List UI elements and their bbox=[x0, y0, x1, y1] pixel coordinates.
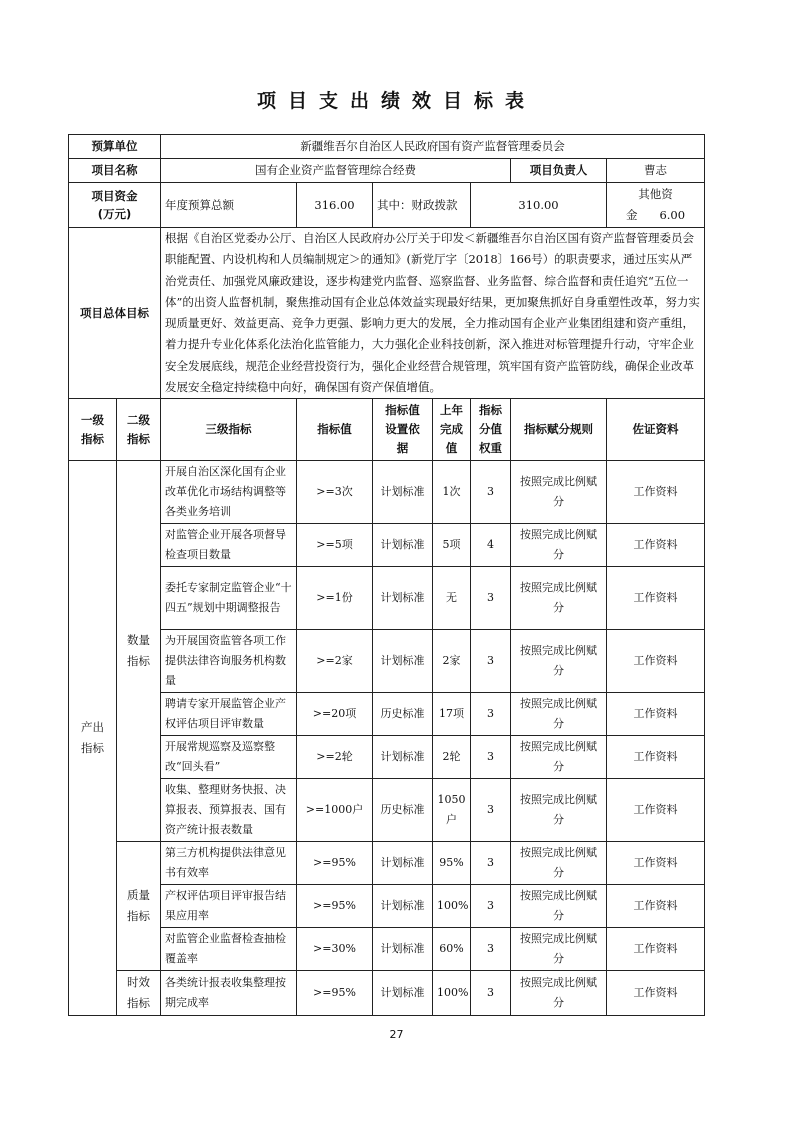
indicator-value: >=2轮 bbox=[297, 736, 373, 779]
indicator-evidence: 工作资料 bbox=[607, 971, 705, 1016]
project-funds-label: 项目资金 (万元) bbox=[69, 183, 161, 228]
header-weight: 指标 分值 权重 bbox=[471, 399, 511, 461]
budget-unit-label: 预算单位 bbox=[69, 135, 161, 159]
indicator-last-year: 2轮 bbox=[433, 736, 471, 779]
header-level3: 三级指标 bbox=[161, 399, 297, 461]
indicator-basis: 计划标准 bbox=[373, 885, 433, 928]
page-title: 项目支出绩效目标表 bbox=[256, 90, 536, 112]
overall-goal-text: 根据《自治区党委办公厅、自治区人民政府办公厅关于印发＜新疆维吾尔自治区国有资产监督管理委员会职能配置、内设机构和人员编制规定＞的通知》(新党厅字〔2018〕166号）的职责要求，通过压实从严治党责任、加强党风廉政建设，逐步构建党内监督、巡察监督、业务监督、综合监督和责任追究“五位一体”的出资人监督机制，聚焦推动国有企业总体效益实现最好结果，更加聚焦抓好自身重塑性改革，努力实现质量更好、效益更高、竞争力更强、影响力更大的发展，全力推动国有企业产业集团组建和资产重组，着力提升专业化体系化法治化监管能力，大力强化企业科技创新，深入推进对标管理提升行动，守牢企业安全发展底线，规范企业经营投资行为，强化企业经营合规管理，筑牢国有资产监管防线，确保企业改革发展安全稳定持续稳中向好，确保国有资产保值增值。 bbox=[161, 228, 705, 399]
indicator-last-year: 95% bbox=[433, 842, 471, 885]
performance-target-table bbox=[68, 134, 705, 1016]
indicator-basis: 计划标准 bbox=[373, 928, 433, 971]
project-owner-value: 曹志 bbox=[607, 159, 705, 183]
table-row bbox=[69, 736, 705, 779]
indicator-rule: 按照完成比例赋分 bbox=[511, 567, 607, 630]
project-owner-label: 项目负责人 bbox=[511, 159, 607, 183]
indicator-last-year: 17项 bbox=[433, 693, 471, 736]
header-last-year: 上年 完成 值 bbox=[433, 399, 471, 461]
indicator-evidence: 工作资料 bbox=[607, 461, 705, 524]
indicator-last-year: 1次 bbox=[433, 461, 471, 524]
indicator-weight: 3 bbox=[471, 693, 511, 736]
indicator-last-year: 60% bbox=[433, 928, 471, 971]
indicator-weight: 3 bbox=[471, 971, 511, 1016]
page-number: 27 bbox=[389, 1028, 404, 1041]
other-funds-value: 6.00 bbox=[659, 208, 686, 222]
table-row bbox=[69, 630, 705, 693]
indicator-basis: 计划标准 bbox=[373, 736, 433, 779]
indicator-evidence: 工作资料 bbox=[607, 524, 705, 567]
group-quality: 质量 指标 bbox=[117, 842, 161, 971]
indicator-weight: 3 bbox=[471, 842, 511, 885]
indicator-basis: 计划标准 bbox=[373, 971, 433, 1016]
indicator-basis: 计划标准 bbox=[373, 524, 433, 567]
indicator-last-year: 100% bbox=[433, 885, 471, 928]
indicator-value: >=3次 bbox=[297, 461, 373, 524]
indicator-evidence: 工作资料 bbox=[607, 779, 705, 842]
header-basis: 指标值 设置依 据 bbox=[373, 399, 433, 461]
fiscal-value: 310.00 bbox=[471, 183, 607, 228]
budget-unit-value: 新疆维吾尔自治区人民政府国有资产监督管理委员会 bbox=[161, 135, 705, 159]
indicator-value: >=20项 bbox=[297, 693, 373, 736]
table-row bbox=[69, 524, 705, 567]
indicator-evidence: 工作资料 bbox=[607, 842, 705, 885]
overall-goal-label: 项目总体目标 bbox=[69, 228, 161, 399]
indicator-last-year: 无 bbox=[433, 567, 471, 630]
header-rule: 指标赋分规则 bbox=[511, 399, 607, 461]
other-funds-label: 其他资金 bbox=[626, 187, 673, 222]
annual-total-label: 年度预算总额 bbox=[161, 183, 297, 228]
indicator-name: 对监管企业开展各项督导检查项目数量 bbox=[161, 524, 297, 567]
indicator-value: >=5项 bbox=[297, 524, 373, 567]
table-row bbox=[69, 971, 705, 1016]
indicator-basis: 历史标准 bbox=[373, 779, 433, 842]
table-row bbox=[69, 567, 705, 630]
indicator-evidence: 工作资料 bbox=[607, 885, 705, 928]
group-timeliness: 时效 指标 bbox=[117, 971, 161, 1016]
indicator-rule: 按照完成比例赋分 bbox=[511, 461, 607, 524]
indicator-rule: 按照完成比例赋分 bbox=[511, 693, 607, 736]
table-row bbox=[69, 693, 705, 736]
other-funds-cell bbox=[607, 183, 705, 228]
indicator-last-year: 5项 bbox=[433, 524, 471, 567]
indicator-rule: 按照完成比例赋分 bbox=[511, 885, 607, 928]
indicator-weight: 3 bbox=[471, 461, 511, 524]
indicator-name: 各类统计报表收集整理按期完成率 bbox=[161, 971, 297, 1016]
indicator-rule: 按照完成比例赋分 bbox=[511, 928, 607, 971]
indicator-last-year: 2家 bbox=[433, 630, 471, 693]
indicator-weight: 3 bbox=[471, 779, 511, 842]
indicator-value: >=1000户 bbox=[297, 779, 373, 842]
indicator-last-year: 100% bbox=[433, 971, 471, 1016]
header-level2: 二级 指标 bbox=[117, 399, 161, 461]
project-name-label: 项目名称 bbox=[69, 159, 161, 183]
indicator-rule: 按照完成比例赋分 bbox=[511, 842, 607, 885]
indicator-weight: 3 bbox=[471, 567, 511, 630]
indicator-name: 聘请专家开展监管企业产权评估项目评审数量 bbox=[161, 693, 297, 736]
indicator-rule: 按照完成比例赋分 bbox=[511, 779, 607, 842]
indicator-evidence: 工作资料 bbox=[607, 630, 705, 693]
header-value: 指标值 bbox=[297, 399, 373, 461]
indicator-value: >=30% bbox=[297, 928, 373, 971]
project-name-value: 国有企业资产监督管理综合经费 bbox=[161, 159, 511, 183]
indicator-rule: 按照完成比例赋分 bbox=[511, 736, 607, 779]
indicator-value: >=95% bbox=[297, 885, 373, 928]
indicator-name: 开展自治区深化国有企业改革优化市场结构调整等各类业务培训 bbox=[161, 461, 297, 524]
indicator-name: 产权评估项目评审报告结果应用率 bbox=[161, 885, 297, 928]
indicator-name: 开展常规巡察及巡察整改“回头看” bbox=[161, 736, 297, 779]
fiscal-label: 其中：财政拨款 bbox=[373, 183, 471, 228]
indicator-weight: 4 bbox=[471, 524, 511, 567]
indicator-name: 第三方机构提供法律意见书有效率 bbox=[161, 842, 297, 885]
indicator-name: 对监管企业监督检查抽检覆盖率 bbox=[161, 928, 297, 971]
header-evidence: 佐证资料 bbox=[607, 399, 705, 461]
indicator-value: >=2家 bbox=[297, 630, 373, 693]
indicator-basis: 计划标准 bbox=[373, 567, 433, 630]
table-row bbox=[69, 928, 705, 971]
indicator-evidence: 工作资料 bbox=[607, 736, 705, 779]
level1-output: 产出 指标 bbox=[69, 461, 117, 1016]
indicator-evidence: 工作资料 bbox=[607, 928, 705, 971]
table-row bbox=[69, 461, 705, 524]
indicator-name: 收集、整理财务快报、决算报表、预算报表、国有资产统计报表数量 bbox=[161, 779, 297, 842]
indicator-last-year: 1050户 bbox=[433, 779, 471, 842]
indicator-weight: 3 bbox=[471, 736, 511, 779]
indicator-basis: 计划标准 bbox=[373, 842, 433, 885]
indicator-name: 为开展国资监管各项工作提供法律咨询服务机构数量 bbox=[161, 630, 297, 693]
group-quantity: 数量 指标 bbox=[117, 461, 161, 842]
indicator-evidence: 工作资料 bbox=[607, 567, 705, 630]
indicator-rule: 按照完成比例赋分 bbox=[511, 971, 607, 1016]
indicator-weight: 3 bbox=[471, 928, 511, 971]
indicator-basis: 计划标准 bbox=[373, 630, 433, 693]
table-row bbox=[69, 885, 705, 928]
indicator-rule: 按照完成比例赋分 bbox=[511, 630, 607, 693]
header-level1: 一级 指标 bbox=[69, 399, 117, 461]
indicator-basis: 历史标准 bbox=[373, 693, 433, 736]
indicator-value: >=1份 bbox=[297, 567, 373, 630]
indicator-weight: 3 bbox=[471, 885, 511, 928]
indicator-value: >=95% bbox=[297, 842, 373, 885]
table-row bbox=[69, 779, 705, 842]
indicator-rule: 按照完成比例赋分 bbox=[511, 524, 607, 567]
indicator-evidence: 工作资料 bbox=[607, 693, 705, 736]
indicator-basis: 计划标准 bbox=[373, 461, 433, 524]
indicator-name: 委托专家制定监管企业“十四五”规划中期调整报告 bbox=[161, 567, 297, 630]
indicator-value: >=95% bbox=[297, 971, 373, 1016]
indicator-weight: 3 bbox=[471, 630, 511, 693]
annual-total-value: 316.00 bbox=[297, 183, 373, 228]
table-row bbox=[69, 842, 705, 885]
